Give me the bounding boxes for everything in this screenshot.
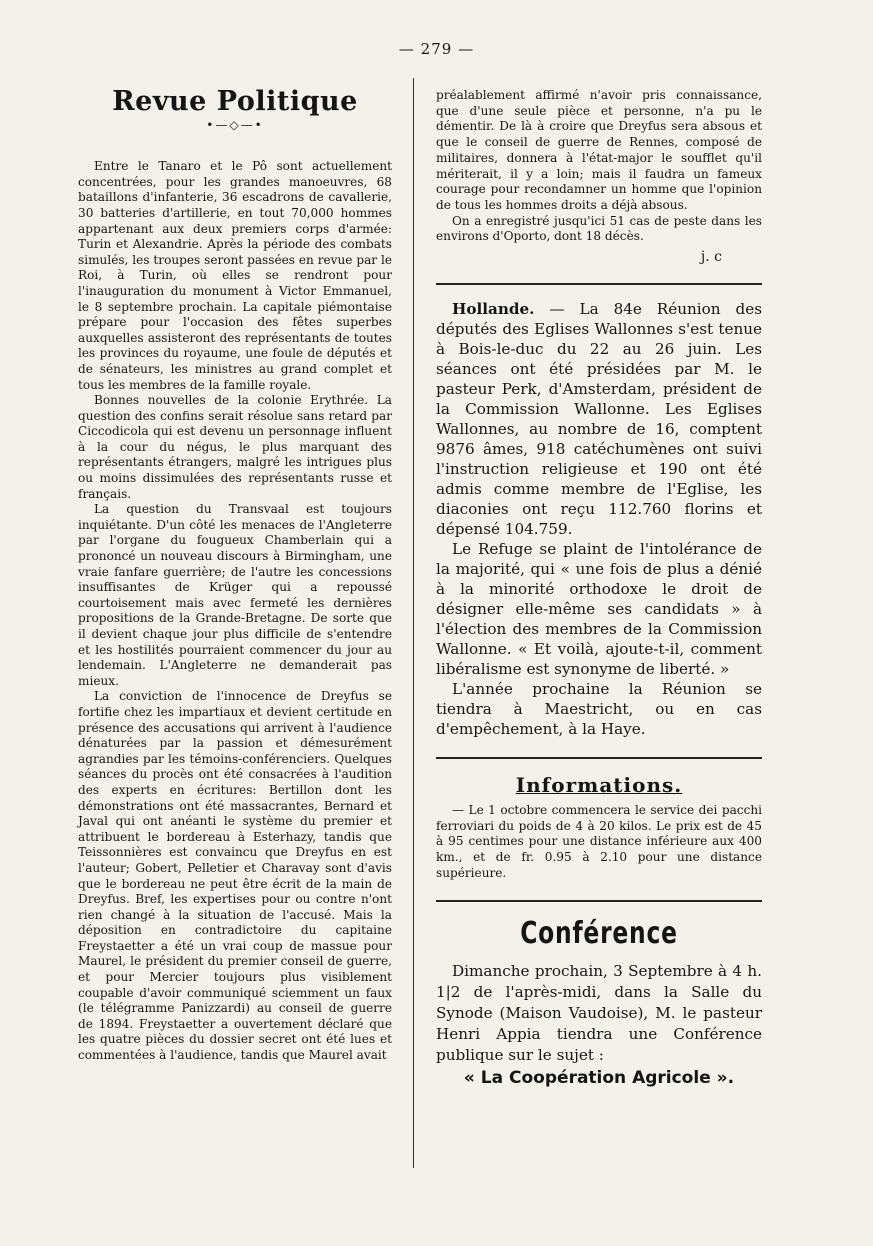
article-paragraph: Bonnes nouvelles de la colonie Erythrée. La question des confins serait résolue sans retard par Ciccodicola qui est devenu un personnage influent à la cour du négus, le plus marquant des représentants étrangers, malgré les intrigues plus ou moins dissimulées des représentants russe et français.: [78, 393, 392, 501]
conference-paragraph: Dimanche prochain, 3 Septembre à 4 h. 1|2 de l'après-midi, dans la Salle du Synode (Maison Vaudoise), M. le pasteur Henri Appia tiendra une Conférence publique sur le sujet :: [436, 961, 762, 1064]
left-column: [78, 88, 392, 1064]
section-title-revue-politique: Revue Politique: [112, 86, 358, 117]
page-number: — 279 —: [398, 40, 475, 58]
hollande-heading: Hollande.: [452, 300, 535, 319]
title-ornament: •—◇—•: [206, 117, 264, 132]
article-paragraph: Entre le Tanaro et le Pô sont actuellement concentrées, pour les grandes manoeuvres, 68 bataillons d'infanterie, 36 escadrons de cavallerie, 30 batteries d'artillerie, en tout 70,000 hommes appartenant aux deux premiers corps d'armée: Turin et Alexandrie. Après la période des combats simulés, les troupes seront passées en revue par le Roi, à Turin, où elles se rendront pour l'inauguration du monument à Victor Emmanuel, le 8 septembre prochain. La capitale piémontaise prépare pour l'occasion des fêtes superbes auxquelles assisteront des représentants de toutes les provinces du royaume, une foule de députés et de sénateurs, les ministres au grand complet et tous les membres de la famille royale.: [78, 159, 392, 392]
section-rule: [436, 757, 762, 759]
author-signature: j. c: [700, 249, 722, 266]
continuation-paragraph: préalablement affirmé n'avoir pris connaissance, que d'une seule pièce et personne, n'a pu le démentir. De là à croire que Dreyfus sera absous et que le conseil de guerre de Rennes, composé de militaires, donnera à l'état-major le soufflet qu'il mériterait, il y a loin; mais il faudra un fameux courage pour recondamner un homme que l'opinion de tous les hommes droits a déjà absous.: [436, 88, 762, 212]
informations-title: Informations.: [515, 773, 683, 798]
section-rule: [436, 283, 762, 285]
right-column: [436, 88, 762, 1088]
conference-title: Conférence: [520, 915, 678, 951]
plague-paragraph: On a enregistré jusqu'ici 51 cas de peste dans les environs d'Oporto, dont 18 décès.: [436, 213, 762, 244]
next-meeting-paragraph: L'année prochaine la Réunion se tiendra à Maestricht, ou en cas d'empêchement, à la Haye.: [436, 680, 762, 739]
article-paragraph: La conviction de l'innocence de Dreyfus se fortifie chez les impartiaux et devient certitude en présence des accusations qui arrivent à l'audience dénaturées par la passion et démesurément agrandies par les témoins-conférenciers. Quelques séances du procès ont été consacrées à l'audition des experts en écritures: Bertillon dont les démonstrations ont été massacrantes, Bernard et Javal qui ont anéanti le système du premier et attribuent le bordereau à Esterhazy, tandis que Teissonnières est convaincu que Dreyfus en est l'auteur; Gobert, Pelletier et Charavay sont d'avis que le bordereau ne peut être écrit de la main de Dreyfus. Bref, les expertises pour ou contre n'ont rien changé à la situation de l'accusé. Mais la déposition en contradictoire du capitaine Freystaetter a été un vrai coup de massue pour Maurel, le président du premier conseil de guerre, et pour Mercier toujours plus visiblement coupable d'avoir communiqué sciemment un faux (le télégramme Panizzardi) au conseil de guerre de 1894. Freystaetter a ouvertement déclaré que les quatre pièces du dossier secret ont été lues et commentées à l'audience, tandis que Maurel avait: [78, 689, 392, 1063]
hollande-text: — La 84e Réunion des députés des Eglises Wallonnes s'est tenue à Bois-le-duc du 22 au 26 juin. Les séances ont été présidées par M. le pasteur Perk, d'Amsterdam, président de la Commission Wallonne. Les Eglises Wallonnes, au nombre de 16, comptent 9876 âmes, 918 catéchumènes ont suivi l'instruction religieuse et 190 ont été admis comme membre de l'Eglise, les diaconies ont reçu 112.760 florins et dépensé 104.759.: [436, 300, 762, 539]
conference-topic: « La Coopération Agricole ».: [463, 1067, 735, 1088]
refuge-paragraph: Le Refuge se plaint de l'intolérance de la majorité, qui « une fois de plus a dénié à la minorité orthodoxe le droit de désigner elle-même ses candidats » à l'élection des membres de la Commission Wallonne. « Et voilà, ajoute-t-il, comment libéralisme est synonyme de liberté. »: [436, 540, 762, 679]
article-paragraph: La question du Transvaal est toujours inquiétante. D'un côté les menaces de l'Angleterre par l'organe du fougueux Chamberlain qui a prononcé un nouveau discours à Birmingham, une vraie fanfare guerrière; de l'autre les concessions insuffisantes de Krüger qui a repoussé courtoisement mais avec fermeté les dernières propositions de la Grande-Bretagne. De sorte que il devient chaque jour plus difficile de s'entendre et les hostilités pourraient commencer du jour au lendemain. L'Angleterre ne demanderait pas mieux.: [78, 502, 392, 688]
hollande-paragraph: [436, 299, 762, 539]
informations-paragraph: — Le 1 octobre commencera le service dei pacchi ferroviari du poids de 4 à 20 kilos. Le prix est de 45 à 95 centimes pour une distance inférieure aux 400 km., et de fr. 0.95 à 2.10 pour une distance supérieure.: [436, 803, 762, 880]
section-rule: [436, 900, 762, 902]
column-divider: [413, 78, 414, 1168]
